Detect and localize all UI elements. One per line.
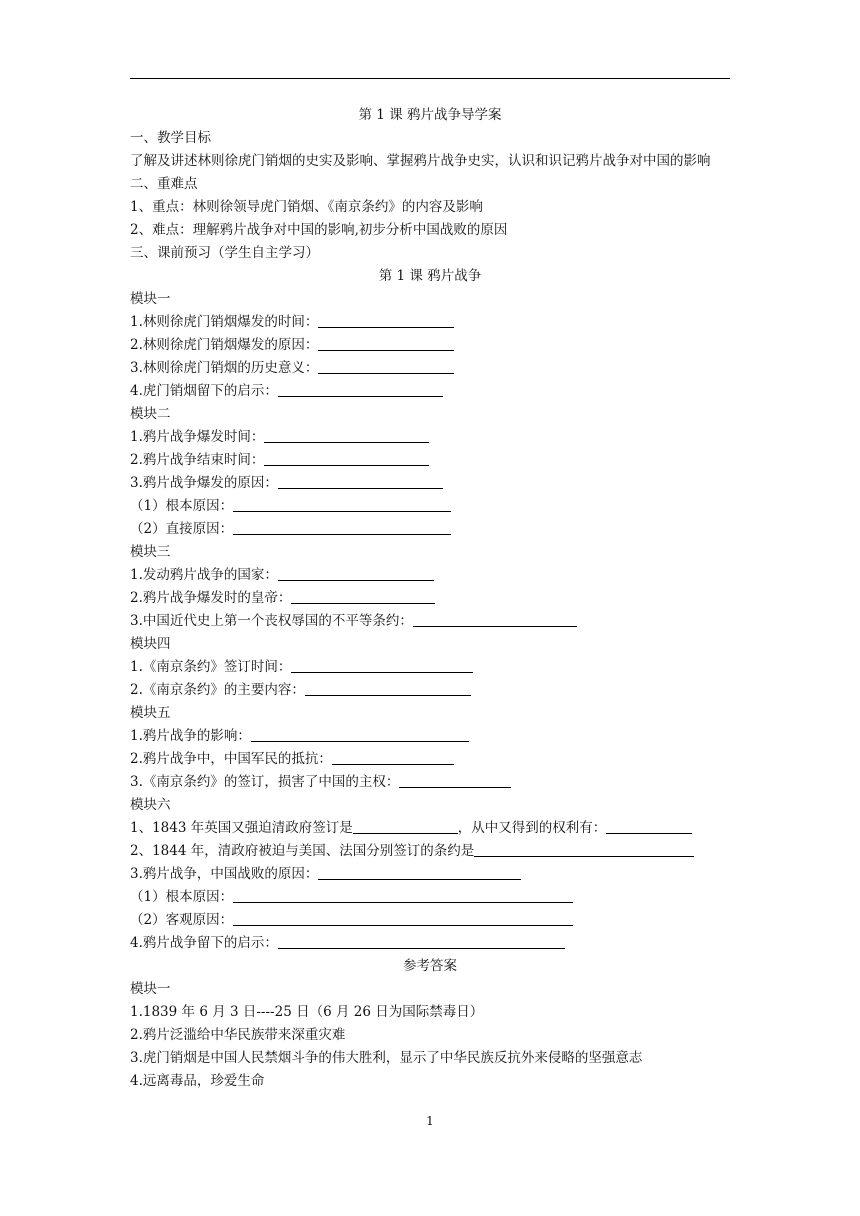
key-point-1: 1、重点：林则徐领导虎门销烟、《南京条约》的内容及影响 bbox=[130, 199, 483, 215]
question-line bbox=[130, 748, 730, 771]
module-2-title: 模块二 bbox=[130, 406, 171, 422]
module-5-title: 模块五 bbox=[130, 705, 171, 721]
answer-blank[interactable] bbox=[305, 681, 471, 696]
answer-line: 3.虎门销烟是中国人民禁烟斗争的伟大胜利，显示了中华民族反抗外来侵略的坚强意志 bbox=[130, 1050, 643, 1066]
question-line bbox=[130, 564, 730, 587]
question-line bbox=[130, 610, 730, 633]
question-text: 2.鸦片战争中，中国军民的抵抗： bbox=[130, 751, 332, 767]
answer-blank[interactable] bbox=[278, 934, 565, 949]
question-line bbox=[130, 472, 730, 495]
question-text: 2.林则徐虎门销烟爆发的原因： bbox=[130, 337, 319, 353]
answers-title: 参考答案 bbox=[403, 958, 457, 974]
question-text: 4.鸦片战争留下的启示： bbox=[130, 935, 278, 951]
key-point-2: 2、难点：理解鸦片战争对中国的影响,初步分析中国战败的原因 bbox=[130, 222, 508, 238]
question-line bbox=[130, 771, 730, 794]
answer-blank[interactable] bbox=[233, 520, 451, 535]
answer-blank[interactable] bbox=[318, 336, 454, 351]
question-text: 3.鸦片战争爆发的原因： bbox=[130, 475, 278, 491]
question-text: 2、1844 年，清政府被迫与美国、法国分别签订的条约是 bbox=[130, 843, 475, 859]
answer-blank[interactable] bbox=[332, 750, 454, 765]
question-line bbox=[130, 518, 730, 541]
answer-blank[interactable] bbox=[278, 474, 443, 489]
answer-blank[interactable] bbox=[278, 566, 434, 581]
answer-blank[interactable] bbox=[291, 658, 473, 673]
question-line bbox=[130, 725, 730, 748]
question-text: （2）客观原因： bbox=[130, 912, 234, 928]
answer-line: 1.1839 年 6 月 3 日----25 日（6 月 26 日为国际禁毒日） bbox=[130, 1004, 484, 1020]
question-text: 3.中国近代史上第一个丧权辱国的不平等条约： bbox=[130, 613, 413, 629]
module-4-title: 模块四 bbox=[130, 636, 171, 652]
document-body bbox=[130, 104, 730, 1093]
question-line bbox=[130, 334, 730, 357]
question-line bbox=[130, 357, 730, 380]
question-text: （1）根本原因： bbox=[130, 889, 234, 905]
answer-line: 2.鸦片泛滥给中华民族带来深重灾难 bbox=[130, 1027, 346, 1043]
section-heading-objectives: 一、教学目标 bbox=[130, 130, 211, 146]
preview-title: 第 1 课 鸦片战争 bbox=[378, 268, 482, 284]
question-line bbox=[130, 817, 730, 840]
question-text: 1.林则徐虎门销烟爆发的时间： bbox=[130, 314, 319, 330]
module-3-title: 模块三 bbox=[130, 544, 171, 560]
answer-blank[interactable] bbox=[233, 497, 451, 512]
question-text: 3.林则徐虎门销烟的历史意义： bbox=[130, 360, 319, 376]
question-line bbox=[130, 932, 730, 955]
answer-blank[interactable] bbox=[606, 819, 692, 834]
answer-blank[interactable] bbox=[233, 911, 573, 926]
header-rule bbox=[130, 78, 730, 79]
answer-blank[interactable] bbox=[264, 451, 429, 466]
question-text: 1.鸦片战争爆发时间： bbox=[130, 429, 265, 445]
question-text: 1.鸦片战争的影响： bbox=[130, 728, 251, 744]
question-text: 4.虎门销烟留下的启示： bbox=[130, 383, 278, 399]
answer-blank[interactable] bbox=[399, 773, 511, 788]
question-text: 1.发动鸦片战争的国家： bbox=[130, 567, 278, 583]
answer-blank[interactable] bbox=[278, 382, 443, 397]
question-line bbox=[130, 909, 730, 932]
question-line bbox=[130, 449, 730, 472]
answer-blank[interactable] bbox=[353, 819, 458, 834]
answer-blank[interactable] bbox=[474, 842, 694, 857]
question-text: 2.鸦片战争结束时间： bbox=[130, 452, 265, 468]
module-6-title: 模块六 bbox=[130, 797, 171, 813]
question-line bbox=[130, 311, 730, 334]
lesson-title: 第 1 课 鸦片战争导学案 bbox=[358, 107, 502, 123]
answers-module-1-title: 模块一 bbox=[130, 981, 171, 997]
answer-blank[interactable] bbox=[291, 589, 435, 604]
question-text: 3.鸦片战争，中国战败的原因： bbox=[130, 866, 319, 882]
question-line bbox=[130, 863, 730, 886]
answer-blank[interactable] bbox=[251, 727, 469, 742]
question-line bbox=[130, 380, 730, 403]
question-text: 1、1843 年英国又强迫清政府签订是 bbox=[130, 820, 353, 836]
question-line bbox=[130, 495, 730, 518]
page-number: 1 bbox=[426, 1114, 434, 1128]
question-text: 2.鸦片战争爆发时的皇帝： bbox=[130, 590, 292, 606]
section-heading-key-points: 二、重难点 bbox=[130, 176, 198, 192]
answer-line: 4.远离毒品，珍爱生命 bbox=[130, 1073, 265, 1089]
question-text: （2）直接原因： bbox=[130, 521, 234, 537]
section-heading-preview: 三、课前预习（学生自主学习） bbox=[130, 245, 319, 261]
answer-blank[interactable] bbox=[318, 313, 454, 328]
answer-blank[interactable] bbox=[413, 612, 577, 627]
question-line bbox=[130, 426, 730, 449]
question-line bbox=[130, 886, 730, 909]
question-line bbox=[130, 656, 730, 679]
question-text: ，从中又得到的权利有： bbox=[457, 820, 607, 836]
question-text: （1）根本原因： bbox=[130, 498, 234, 514]
question-line bbox=[130, 679, 730, 702]
objectives-text: 了解及讲述林则徐虎门销烟的史实及影响、掌握鸦片战争史实，认识和识记鸦片战争对中国的影响 bbox=[130, 153, 711, 169]
question-text: 2.《南京条约》的主要内容： bbox=[130, 682, 305, 698]
answer-blank[interactable] bbox=[264, 428, 429, 443]
question-text: 1.《南京条约》签订时间： bbox=[130, 659, 292, 675]
answer-blank[interactable] bbox=[318, 359, 454, 374]
question-line bbox=[130, 587, 730, 610]
module-1-title: 模块一 bbox=[130, 291, 171, 307]
answer-blank[interactable] bbox=[318, 865, 521, 880]
answer-blank[interactable] bbox=[233, 888, 573, 903]
question-line bbox=[130, 840, 730, 863]
question-text: 3.《南京条约》的签订，损害了中国的主权： bbox=[130, 774, 400, 790]
